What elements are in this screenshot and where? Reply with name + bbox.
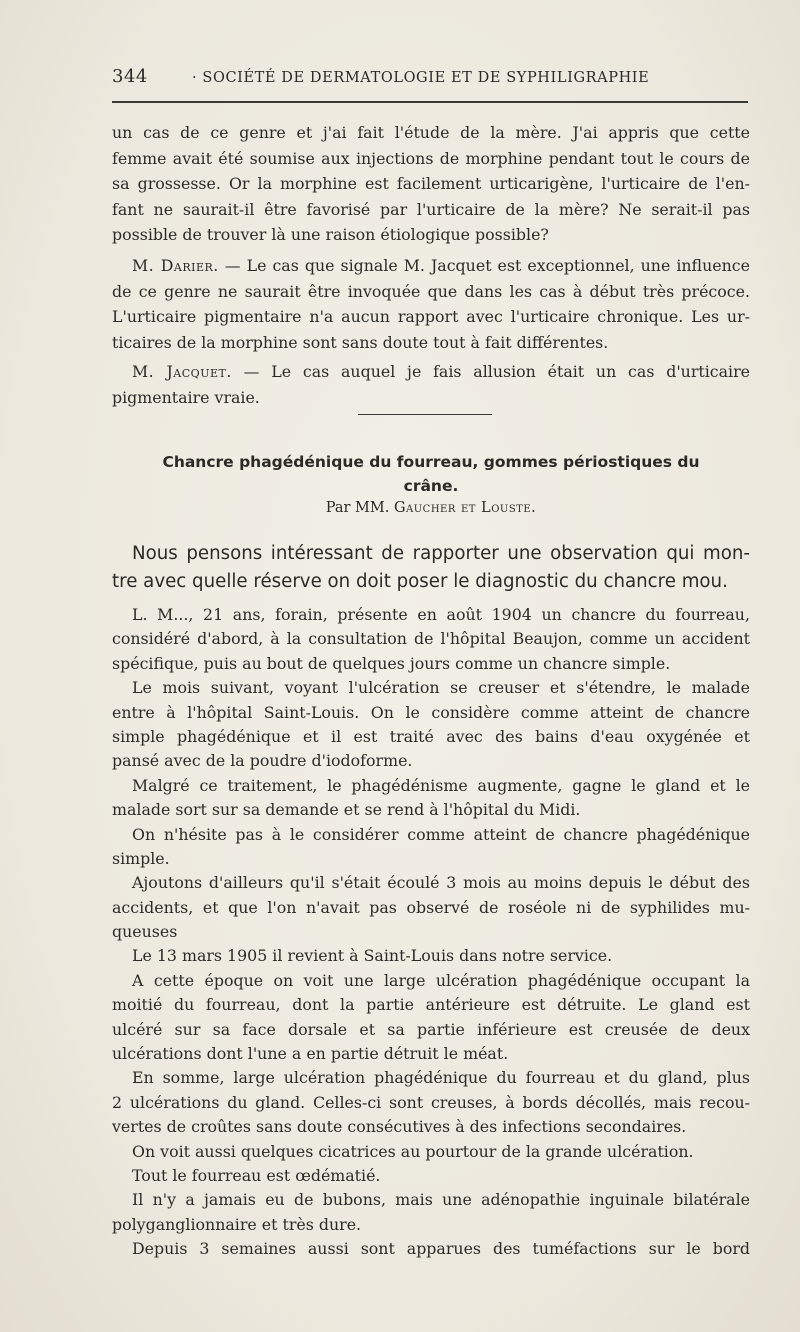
text-line: On voit aussi quelques cicatrices au pourtour de la grande ulcération. xyxy=(132,1141,694,1161)
text-line: pigmentaire vraie. xyxy=(112,387,260,407)
jacquet-paragraph xyxy=(112,120,750,248)
text-line: pansé avec de la poudre d'iodoforme. xyxy=(112,751,413,771)
text-line: polyganglionnaire et très dure. xyxy=(112,1214,362,1234)
text-line: queuses xyxy=(112,922,178,942)
text-line: sa grossesse. Or la morphine est facilement urticarigène, l'urticaire de l'en- xyxy=(112,174,750,193)
text-line: Le mois suivant, voyant l'ulcération se creuser et s'étendre, le malade xyxy=(132,678,750,698)
text-line: Tout le fourreau est œdématié. xyxy=(132,1165,381,1185)
speaker-name: M. Jacquet. xyxy=(132,362,232,381)
text-line: accidents, et que l'on n'avait pas observé de roséole ni de syphilides mu- xyxy=(112,897,750,917)
darier-paragraph xyxy=(112,253,750,355)
running-title: · SOCIÉTÉ DE DERMATOLOGIE ET DE SYPHILIGRAPHIE xyxy=(192,70,650,86)
text-line: L'urticaire pigmentaire n'a aucun rapport avec l'urticaire chronique. Les ur- xyxy=(112,307,750,326)
case-body xyxy=(112,603,750,1262)
text-line: Nous pensons intéressant de rapporter une observation qui mon- xyxy=(132,543,750,564)
text-line: vertes de croûtes sans doute consécutives à des infections secondaires. xyxy=(112,1117,687,1137)
text-line xyxy=(112,253,750,279)
text-line: fant ne saurait-il être favorisé par l'urticaire de la mère? Ne serait-il pas xyxy=(112,199,750,219)
authors-prefix: Par MM. xyxy=(325,500,394,516)
jacquet-reply-paragraph xyxy=(112,359,750,410)
text-line: A cette époque on voit une large ulcération phagédénique occupant la xyxy=(132,970,750,990)
text-line: entre à l'hôpital Saint-Louis. On le considère comme atteint de chancre xyxy=(112,702,750,722)
text-line: simple. xyxy=(112,848,170,868)
text-line: Malgré ce traitement, le phagédénisme augmente, gagne le gland et le xyxy=(132,775,750,795)
lead-paragraph xyxy=(112,540,750,596)
header-rule xyxy=(112,101,748,103)
text-line: Le 13 mars 1905 il revient à Saint-Louis dans notre service. xyxy=(132,946,613,966)
speech-text: — Le cas auquel je fais allusion était un cas d'urticaire xyxy=(231,362,750,381)
text-line: On n'hésite pas à le considérer comme atteint de chancre phagédénique xyxy=(132,824,750,844)
text-line: femme avait été soumise aux injections de morphine pendant tout le cours de xyxy=(112,148,750,168)
authors-line xyxy=(112,500,750,516)
page-header xyxy=(112,66,752,98)
authors-names: Gaucher et Louste. xyxy=(393,500,537,516)
text-line: L. M..., 21 ans, forain, présente en août 1904 un chancre du fourreau, xyxy=(132,605,750,624)
text-line: Il n'y a jamais eu de bubons, mais une adénopathie inguinale bilatérale xyxy=(132,1190,750,1210)
text-line: simple phagédénique et il est traité avec des bains d'eau oxygénée et xyxy=(112,726,750,746)
text-line: 2 ulcérations du gland. Celles-ci sont creuses, à bords décollés, mais recou- xyxy=(112,1092,750,1112)
text-line: un cas de ce genre et j'ai fait l'étude de la mère. J'ai appris que cette xyxy=(112,123,750,142)
section-title xyxy=(112,450,750,498)
section-title-line: Chancre phagédénique du fourreau, gommes périostiques du xyxy=(162,453,700,471)
text-line: ulcéré sur sa face dorsale et sa partie inférieure est creusée de deux xyxy=(112,1019,750,1039)
text-line: ticaires de la morphine sont sans doute tout à fait différentes. xyxy=(112,332,609,352)
text-line: En somme, large ulcération phagédénique du fourreau et du gland, plus xyxy=(132,1068,750,1088)
text-line: moitié du fourreau, dont la partie antérieure est détruite. Le gland est xyxy=(112,995,750,1015)
text-line: ulcérations dont l'une a en partie détruit le méat. xyxy=(112,1044,509,1064)
speech-text: — Le cas que signale M. Jacquet est exceptionnel, une influence xyxy=(218,256,750,275)
page-number: 344 xyxy=(112,66,148,87)
text-line: de ce genre ne saurait être invoquée que dans les cas à début très précoce. xyxy=(112,281,750,301)
text-line: possible de trouver là une raison étiologique possible? xyxy=(112,225,549,244)
text-line: Ajoutons d'ailleurs qu'il s'était écoulé 3 mois au moins depuis le début des xyxy=(132,873,750,893)
text-line xyxy=(112,359,750,385)
speaker-name: M. Darier. xyxy=(132,256,219,275)
text-line: Depuis 3 semaines aussi sont apparues des tuméfactions sur le bord xyxy=(132,1239,750,1259)
text-line: malade sort sur sa demande et se rend à l'hôpital du Midi. xyxy=(112,800,581,820)
text-line: spécifique, puis au bout de quelques jours comme un chancre simple. xyxy=(112,653,671,673)
section-divider xyxy=(358,414,492,415)
section-title-line: crâne. xyxy=(403,477,459,495)
text-line: tre avec quelle réserve on doit poser le diagnostic du chancre mou. xyxy=(112,571,728,592)
text-line: considéré d'abord, à la consultation de l'hôpital Beaujon, comme un accident xyxy=(112,629,750,649)
